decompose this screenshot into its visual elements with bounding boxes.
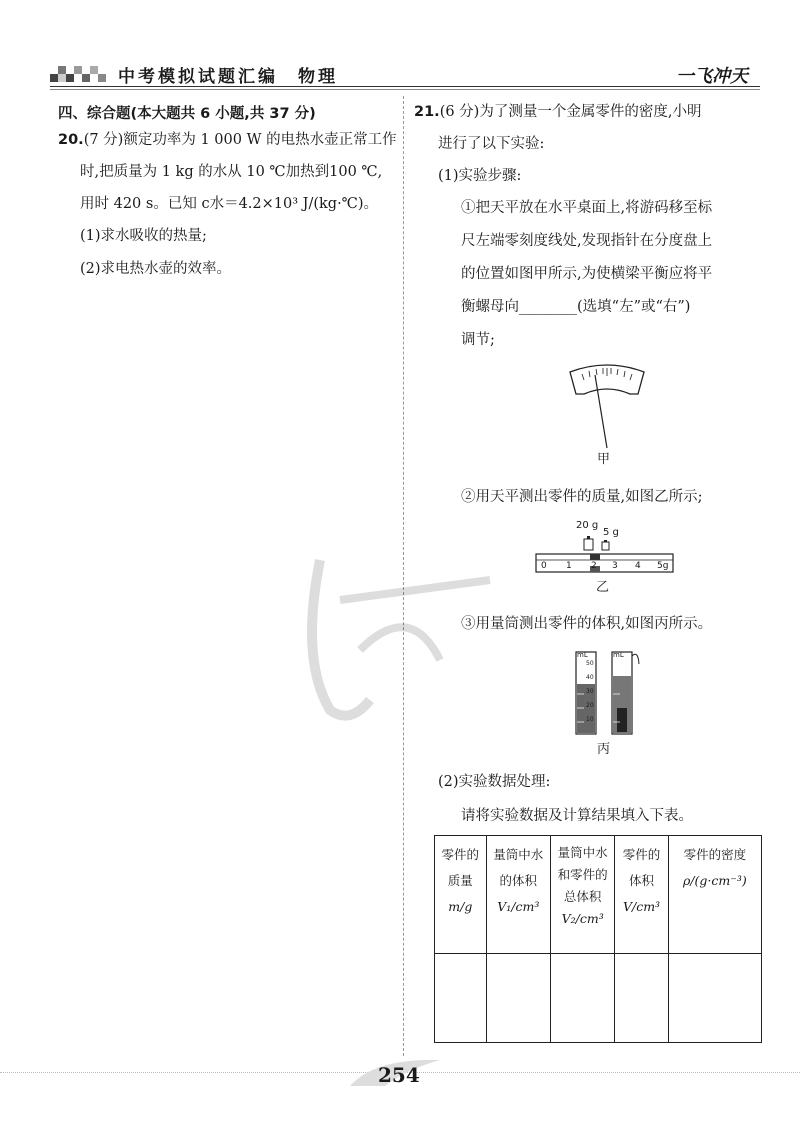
q21-step1-line4: 衡螺母向________(选填“左”或“右”)	[461, 299, 691, 315]
q21-number: 21.	[414, 104, 440, 120]
q21-step1-line1: ①把天平放在水平桌面上,将游码移至标	[461, 200, 713, 216]
ruler-tick-0: 0	[541, 561, 547, 571]
q21-step2: ②用天平测出零件的质量,如图乙所示;	[461, 489, 703, 505]
figure-yi-caption: 乙	[596, 580, 610, 595]
ruler-tick-3: 3	[612, 561, 618, 571]
table-row	[435, 954, 762, 1043]
section-title: 四、综合题(本大题共 6 小题,共 37 分)	[58, 106, 316, 122]
header-title: 中考模拟试题汇编 物理	[118, 67, 338, 87]
ruler-tick-1: 1	[566, 561, 572, 571]
q20-number: 20.	[58, 132, 84, 148]
header-density: 零件的密度 ρ/(g·cm⁻³)	[668, 836, 761, 954]
q21-line-1	[414, 102, 701, 122]
q21-step3: ③用量筒测出零件的体积,如图丙所示。	[461, 616, 713, 632]
weights-icon	[582, 535, 612, 553]
header-brand: 一飞冲天	[676, 66, 748, 87]
cyl-tick-40: 40	[586, 674, 594, 681]
header-checker-icon	[50, 60, 110, 86]
table-header-row	[435, 836, 762, 954]
weight-5g-label: 5 g	[603, 527, 619, 538]
cell-density[interactable]	[668, 954, 761, 1043]
cell-mass[interactable]	[435, 954, 487, 1043]
cylinder-a-unit: mL	[577, 651, 588, 659]
ruler-tick-4: 4	[635, 561, 641, 571]
figure-yi-ruler	[535, 552, 675, 576]
weight-20g-label: 20 g	[576, 520, 599, 531]
data-table	[434, 835, 762, 1043]
ruler-tick-5: 5g	[657, 561, 669, 571]
cyl-tick-10: 10	[586, 716, 594, 723]
q20-line-2: 时,把质量为 1 kg 的水从 10 ℃加热到100 ℃,	[80, 164, 383, 180]
q20-sub-2: (2)求电热水壶的效率。	[80, 261, 232, 277]
cyl-tick-20: 20	[586, 702, 594, 709]
cyl-tick-30: 30	[586, 688, 594, 695]
q20-line-1	[58, 130, 397, 150]
cell-volume[interactable]	[615, 954, 668, 1043]
watermark-logo	[290, 540, 530, 730]
figure-bing-cylinders	[572, 650, 642, 738]
q21-part2-instruction: 请将实验数据及计算结果填入下表。	[461, 808, 693, 824]
cell-v2[interactable]	[550, 954, 614, 1043]
q21-step1-line5: 调节;	[461, 332, 495, 348]
q21-part2: (2)实验数据处理:	[438, 774, 551, 790]
cylinder-b-unit: mL	[613, 651, 624, 659]
q21-step1-line3: 的位置如图甲所示,为使横梁平衡应将平	[461, 266, 713, 282]
cyl-tick-50: 50	[586, 660, 594, 667]
q21-line-2: 进行了以下实验:	[438, 136, 545, 152]
figure-bing-caption: 丙	[597, 742, 611, 757]
header-rule	[50, 86, 760, 90]
page-number: 254	[378, 1063, 420, 1087]
q21-text-1: (6 分)为了测量一个金属零件的密度,小明	[439, 104, 702, 120]
q20-sub-1: (1)求水吸收的热量;	[80, 228, 207, 244]
header-volume: 零件的 体积 V/cm³	[615, 836, 668, 954]
q20-text-1: (7 分)额定功率为 1 000 W 的电热水壶正常工作	[83, 132, 397, 148]
figure-jia-dial	[560, 360, 655, 455]
header-mass: 零件的 质量 m/g	[435, 836, 487, 954]
figure-jia-caption: 甲	[597, 452, 611, 467]
q21-part1: (1)实验步骤:	[438, 168, 522, 184]
header-v1: 量筒中水 的体积 V₁/cm³	[486, 836, 550, 954]
q20-line-3: 用时 420 s。已知 c水＝4.2×10³ J/(kg·℃)。	[80, 196, 379, 212]
ruler-tick-2: 2	[591, 561, 597, 571]
header-v2: 量筒中水 和零件的 总体积 V₂/cm³	[550, 836, 614, 954]
q21-step1-line2: 尺左端零刻度线处,发现指针在分度盘上	[461, 233, 713, 249]
cell-v1[interactable]	[486, 954, 550, 1043]
